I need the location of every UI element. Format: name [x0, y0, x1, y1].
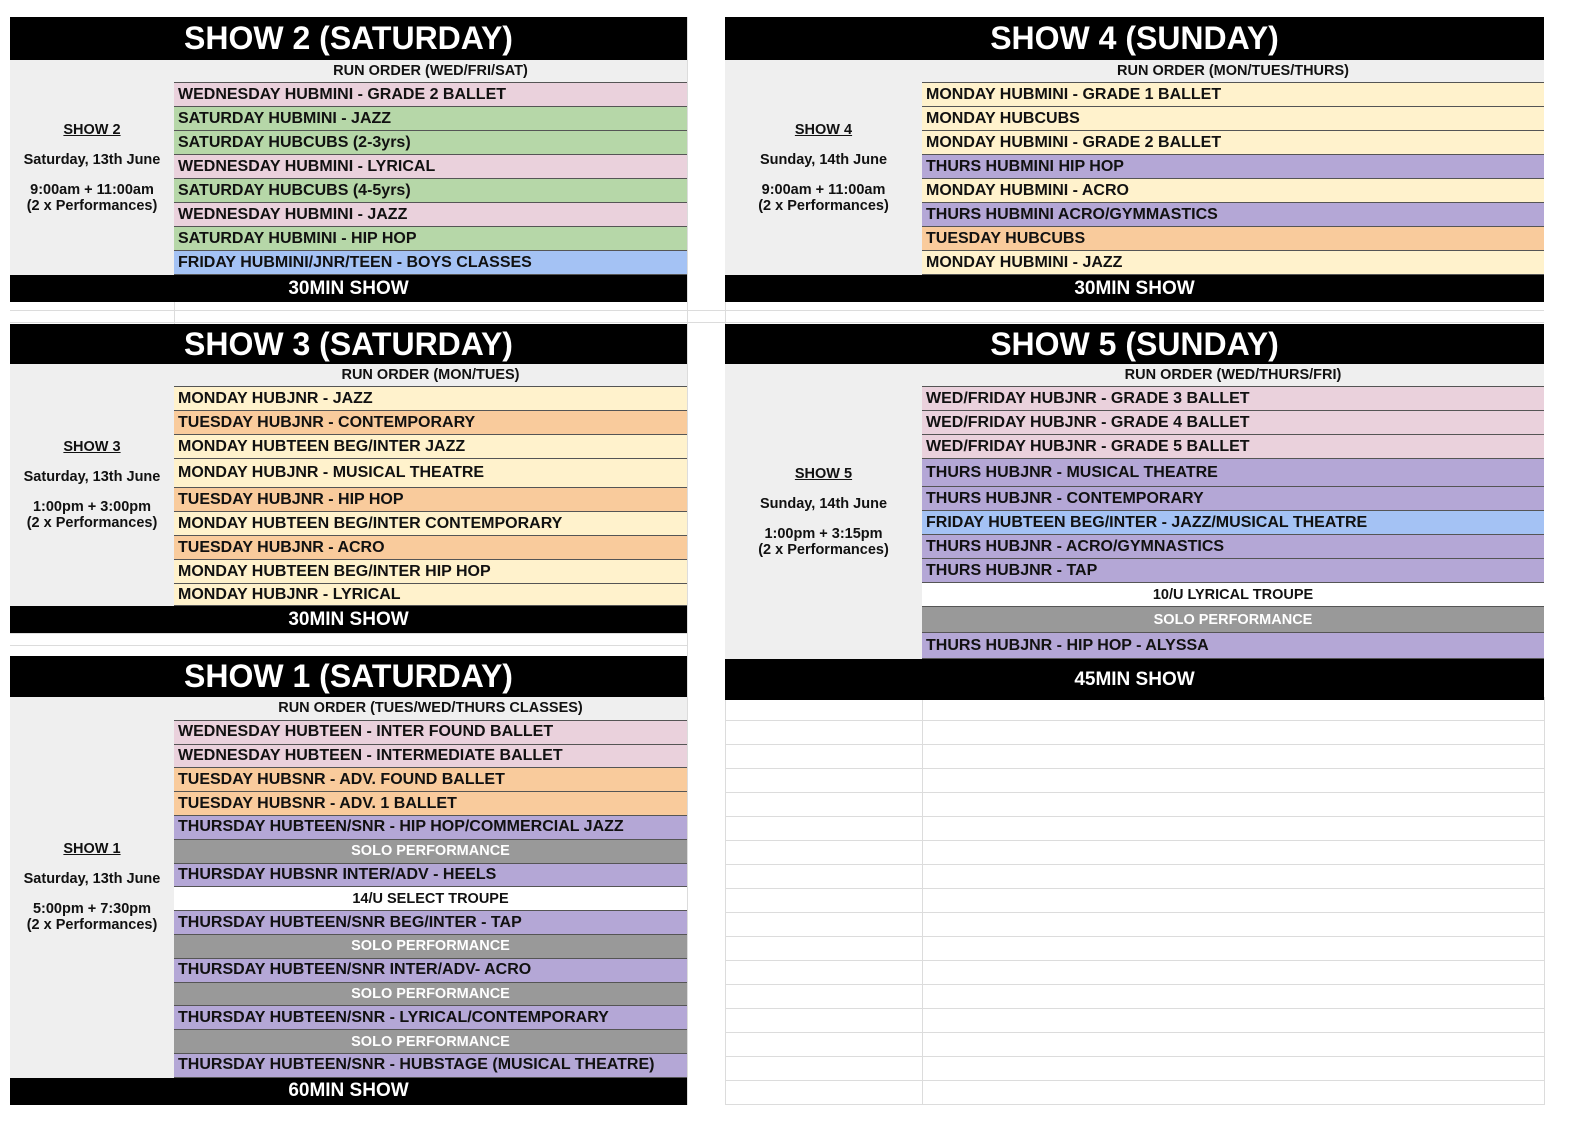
- gridline: [725, 864, 1544, 865]
- gridline: [725, 936, 1544, 937]
- show2-times: 9:00am + 11:00am: [30, 181, 154, 198]
- show1-title: SHOW 1 (SATURDAY): [10, 656, 687, 697]
- run-order-item[interactable]: WEDNESDAY HUBMINI - LYRICAL: [174, 155, 687, 179]
- show2-run-order-header[interactable]: RUN ORDER (WED/FRI/SAT): [174, 60, 687, 83]
- show4-name: SHOW 4: [794, 121, 853, 138]
- run-order-item[interactable]: WEDNESDAY HUBTEEN - INTER FOUND BALLET: [174, 721, 687, 745]
- show4-date: Sunday, 14th June: [759, 151, 888, 168]
- gridline: [174, 300, 175, 324]
- show3-duration-footer: 30MIN SHOW: [10, 606, 687, 633]
- gridline: [725, 840, 1544, 841]
- run-order-item[interactable]: THURSDAY HUBTEEN/SNR BEG/INTER - TAP: [174, 911, 687, 935]
- show5-info-cell: [725, 364, 923, 659]
- run-order-item[interactable]: TUESDAY HUBCUBS: [922, 227, 1544, 251]
- run-order-item[interactable]: MONDAY HUBJNR - MUSICAL THEATRE: [174, 459, 687, 488]
- gridline: [10, 310, 1544, 311]
- run-order-item[interactable]: THURS HUBMINI HIP HOP: [922, 155, 1544, 179]
- run-order-item[interactable]: MONDAY HUBTEEN BEG/INTER CONTEMPORARY: [174, 512, 687, 536]
- show3-times: 1:00pm + 3:00pm: [32, 499, 152, 515]
- show1-performances: (2 x Performances): [26, 917, 158, 934]
- gridline: [687, 17, 688, 1105]
- gridline: [10, 322, 1544, 323]
- run-order-item[interactable]: WED/FRIDAY HUBJNR - GRADE 5 BALLET: [922, 435, 1544, 459]
- run-order-item[interactable]: THURS HUBJNR - ACRO/GYMNASTICS: [922, 535, 1544, 559]
- show4-title: SHOW 4 (SUNDAY): [725, 17, 1544, 60]
- show2-run-order-list: [174, 60, 687, 275]
- gridline: [1544, 697, 1545, 1105]
- run-order-item[interactable]: WEDNESDAY HUBMINI - JAZZ: [174, 203, 687, 227]
- run-order-item[interactable]: SATURDAY HUBMINI - HIP HOP: [174, 227, 687, 251]
- run-order-item[interactable]: MONDAY HUBMINI - JAZZ: [922, 251, 1544, 275]
- gridline: [725, 744, 1544, 745]
- gridline: [725, 1080, 1544, 1081]
- run-order-item[interactable]: WEDNESDAY HUBTEEN - INTERMEDIATE BALLET: [174, 745, 687, 769]
- run-order-item[interactable]: MONDAY HUBJNR - LYRICAL: [174, 584, 687, 606]
- run-order-item[interactable]: TUESDAY HUBJNR - HIP HOP: [174, 488, 687, 512]
- run-order-item[interactable]: THURS HUBJNR - HIP HOP - ALYSSA: [922, 633, 1544, 659]
- show4-performances: (2 x Performances): [758, 197, 889, 214]
- show4-duration-footer: 30MIN SHOW: [725, 275, 1544, 302]
- run-order-item[interactable]: MONDAY HUBMINI - ACRO: [922, 179, 1544, 203]
- run-order-item[interactable]: SOLO PERFORMANCE: [174, 935, 687, 959]
- show4-times: 9:00am + 11:00am: [761, 181, 886, 198]
- gridline: [725, 984, 1544, 985]
- run-order-item[interactable]: 10/U LYRICAL TROUPE: [922, 583, 1544, 607]
- run-order-item[interactable]: MONDAY HUBCUBS: [922, 107, 1544, 131]
- show2-date: Saturday, 13th June: [23, 151, 161, 168]
- run-order-item[interactable]: SOLO PERFORMANCE: [174, 1030, 687, 1054]
- run-order-item[interactable]: TUESDAY HUBSNR - ADV. 1 BALLET: [174, 792, 687, 816]
- run-order-item[interactable]: WED/FRIDAY HUBJNR - GRADE 3 BALLET: [922, 387, 1544, 411]
- show5-name: SHOW 5: [794, 465, 853, 482]
- gridline: [922, 697, 923, 1105]
- run-order-item[interactable]: SOLO PERFORMANCE: [174, 840, 687, 864]
- show1-date: Saturday, 13th June: [23, 871, 161, 888]
- gridline: [10, 645, 687, 646]
- gridline: [725, 1056, 1544, 1057]
- show2-title: SHOW 2 (SATURDAY): [10, 17, 687, 60]
- show2-name: SHOW 2: [63, 121, 121, 138]
- gridline: [725, 888, 1544, 889]
- run-order-item[interactable]: THURSDAY HUBSNR INTER/ADV - HEELS: [174, 864, 687, 888]
- run-order-item[interactable]: THURSDAY HUBTEEN/SNR - HUBSTAGE (MUSICAL THEATRE): [174, 1054, 687, 1078]
- run-order-item[interactable]: 14/U SELECT TROUPE: [174, 887, 687, 911]
- show1-duration-footer: 60MIN SHOW: [10, 1078, 687, 1105]
- run-order-item[interactable]: THURS HUBJNR - CONTEMPORARY: [922, 487, 1544, 511]
- run-order-item[interactable]: SATURDAY HUBCUBS (2-3yrs): [174, 131, 687, 155]
- gridline: [725, 912, 1544, 913]
- run-order-item[interactable]: THURSDAY HUBTEEN/SNR - LYRICAL/CONTEMPORARY: [174, 1006, 687, 1030]
- show5-times: 1:00pm + 3:15pm: [764, 525, 883, 542]
- run-order-item[interactable]: SOLO PERFORMANCE: [922, 607, 1544, 633]
- show2-duration-footer: 30MIN SHOW: [10, 275, 687, 302]
- show5-title: SHOW 5 (SUNDAY): [725, 324, 1544, 364]
- show2-info-cell: [10, 60, 175, 275]
- show3-performances: (2 x Performances): [26, 515, 158, 531]
- gridline: [725, 1104, 1544, 1105]
- show4-info-cell: [725, 60, 923, 275]
- gridline: [725, 768, 1544, 769]
- run-order-item[interactable]: THURSDAY HUBTEEN/SNR INTER/ADV- ACRO: [174, 959, 687, 983]
- show3-date: Saturday, 13th June: [23, 469, 161, 485]
- run-order-item[interactable]: WEDNESDAY HUBMINI - GRADE 2 BALLET: [174, 83, 687, 107]
- show3-title: SHOW 3 (SATURDAY): [10, 324, 687, 364]
- show3-run-order-header[interactable]: RUN ORDER (MON/TUES): [174, 364, 687, 387]
- show5-duration-footer: 45MIN SHOW: [725, 659, 1544, 700]
- run-order-item[interactable]: MONDAY HUBTEEN BEG/INTER JAZZ: [174, 435, 687, 459]
- show3-name: SHOW 3: [63, 439, 121, 455]
- show1-name: SHOW 1: [63, 841, 121, 858]
- show3-info-cell: [10, 364, 175, 606]
- show4-run-order-list: [922, 60, 1544, 275]
- gridline: [725, 1032, 1544, 1033]
- run-order-item[interactable]: THURSDAY HUBTEEN/SNR - HIP HOP/COMMERCIAL JAZZ: [174, 816, 687, 840]
- run-order-item[interactable]: FRIDAY HUBTEEN BEG/INTER - JAZZ/MUSICAL THEATRE: [922, 511, 1544, 535]
- run-order-item[interactable]: TUESDAY HUBJNR - ACRO: [174, 536, 687, 560]
- gridline: [725, 816, 1544, 817]
- show5-performances: (2 x Performances): [758, 541, 889, 558]
- show4-run-order-header[interactable]: RUN ORDER (MON/TUES/THURS): [922, 60, 1544, 83]
- show5-run-order-list: [922, 364, 1544, 659]
- gridline: [725, 960, 1544, 961]
- show3-run-order-list: [174, 364, 687, 606]
- show5-date: Sunday, 14th June: [759, 495, 888, 512]
- run-order-item[interactable]: TUESDAY HUBSNR - ADV. FOUND BALLET: [174, 768, 687, 792]
- run-order-item[interactable]: WED/FRIDAY HUBJNR - GRADE 4 BALLET: [922, 411, 1544, 435]
- run-order-item[interactable]: THURS HUBJNR - TAP: [922, 559, 1544, 583]
- show1-times: 5:00pm + 7:30pm: [32, 901, 152, 918]
- run-order-item[interactable]: MONDAY HUBMINI - GRADE 2 BALLET: [922, 131, 1544, 155]
- run-order-item[interactable]: TUESDAY HUBJNR - CONTEMPORARY: [174, 411, 687, 435]
- run-order-item[interactable]: THURS HUBMINI ACRO/GYMMASTICS: [922, 203, 1544, 227]
- run-order-item[interactable]: SOLO PERFORMANCE: [174, 983, 687, 1007]
- gridline: [725, 720, 1544, 721]
- run-order-item[interactable]: THURS HUBJNR - MUSICAL THEATRE: [922, 459, 1544, 487]
- gridline: [725, 792, 1544, 793]
- gridline: [10, 633, 687, 634]
- show2-performances: (2 x Performances): [26, 197, 158, 214]
- run-order-item[interactable]: MONDAY HUBJNR - JAZZ: [174, 387, 687, 411]
- run-order-item[interactable]: FRIDAY HUBMINI/JNR/TEEN - BOYS CLASSES: [174, 251, 687, 275]
- run-order-item[interactable]: SATURDAY HUBMINI - JAZZ: [174, 107, 687, 131]
- show1-run-order-list: [174, 697, 687, 1078]
- show1-info-cell: [10, 697, 175, 1078]
- show5-run-order-header[interactable]: RUN ORDER (WED/THURS/FRI): [922, 364, 1544, 387]
- run-order-item[interactable]: SATURDAY HUBCUBS (4-5yrs): [174, 179, 687, 203]
- show1-run-order-header[interactable]: RUN ORDER (TUES/WED/THURS CLASSES): [174, 697, 687, 721]
- run-order-item[interactable]: MONDAY HUBTEEN BEG/INTER HIP HOP: [174, 560, 687, 584]
- gridline: [725, 1008, 1544, 1009]
- run-order-item[interactable]: MONDAY HUBMINI - GRADE 1 BALLET: [922, 83, 1544, 107]
